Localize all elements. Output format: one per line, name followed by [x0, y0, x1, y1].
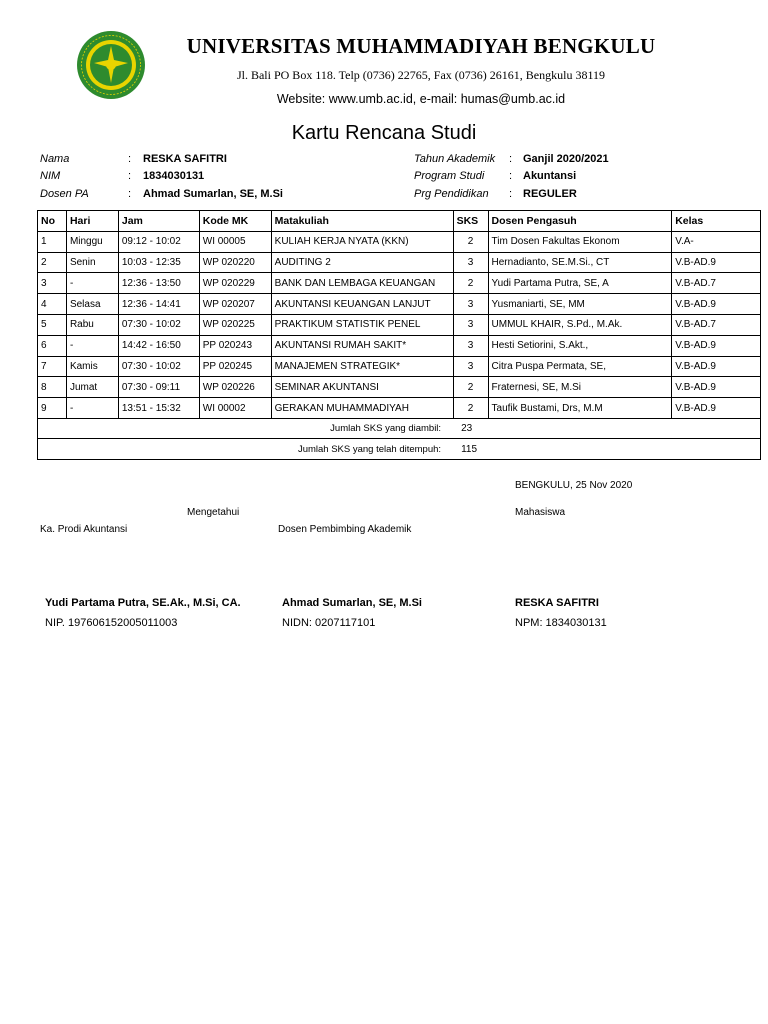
cell-jam: 12:36 - 13:50: [118, 273, 199, 294]
cell-jam: 07:30 - 10:02: [118, 356, 199, 377]
cell-sks: 3: [453, 314, 488, 335]
colon: :: [509, 153, 513, 165]
cell-kode-mk: PP 020243: [199, 335, 271, 356]
cell-no: 9: [38, 398, 67, 419]
pembimbing-signatory-name: Ahmad Sumarlan, SE, M.Si: [282, 597, 422, 609]
student-npm: NPM: 1834030131: [515, 617, 607, 629]
cell-jam: 12:36 - 14:41: [118, 294, 199, 315]
colon: :: [509, 170, 513, 182]
cell-dosen: UMMUL KHAIR, S.Pd., M.Ak.: [488, 314, 672, 335]
prodi-title: Ka. Prodi Akuntansi: [40, 524, 128, 535]
header-kode-mk: Kode MK: [199, 211, 271, 232]
cell-matakuliah: BANK DAN LEMBAGA KEUANGAN: [271, 273, 453, 294]
cell-kelas: V.A-: [672, 231, 761, 252]
cell-matakuliah: AKUNTANSI RUMAH SAKIT*: [271, 335, 453, 356]
cell-matakuliah: MANAJEMEN STRATEGIK*: [271, 356, 453, 377]
sks-total-value: 115: [453, 439, 760, 460]
cell-kelas: V.B-AD.9: [672, 398, 761, 419]
cell-kelas: V.B-AD.9: [672, 252, 761, 273]
cell-sks: 3: [453, 335, 488, 356]
colon: :: [128, 170, 132, 182]
cell-jam: 07:30 - 09:11: [118, 377, 199, 398]
table-row: [38, 252, 761, 273]
cell-no: 1: [38, 231, 67, 252]
cell-sks: 3: [453, 294, 488, 315]
table-row: [38, 335, 761, 356]
cell-kode-mk: PP 020245: [199, 356, 271, 377]
nama-value: RESKA SAFITRI: [143, 153, 227, 165]
nama-label: Nama: [40, 153, 70, 165]
cell-matakuliah: KULIAH KERJA NYATA (KKN): [271, 231, 453, 252]
cell-hari: -: [66, 398, 118, 419]
cell-hari: -: [66, 273, 118, 294]
prodi-value: Akuntansi: [523, 170, 577, 182]
cell-kode-mk: WI 00005: [199, 231, 271, 252]
cell-sks: 3: [453, 356, 488, 377]
header-dosen: Dosen Pengasuh: [488, 211, 672, 232]
prodi-signatory-name: Yudi Partama Putra, SE.Ak., M.Si, CA.: [45, 597, 241, 609]
table-row: [38, 231, 761, 252]
course-table: [37, 210, 761, 460]
cell-jam: 09:12 - 10:02: [118, 231, 199, 252]
cell-dosen: Fraternesi, SE, M.Si: [488, 377, 672, 398]
cell-no: 8: [38, 377, 67, 398]
cell-jam: 14:42 - 16:50: [118, 335, 199, 356]
sks-total-row: [38, 439, 761, 460]
cell-no: 4: [38, 294, 67, 315]
table-header-row: [38, 211, 761, 232]
cell-kode-mk: WP 020229: [199, 273, 271, 294]
cell-hari: -: [66, 335, 118, 356]
table-row: [38, 356, 761, 377]
cell-dosen: Citra Puspa Permata, SE,: [488, 356, 672, 377]
cell-kode-mk: WI 00002: [199, 398, 271, 419]
university-address: Jl. Bali PO Box 118. Telp (0736) 22765, Fax (0736) 26161, Bengkulu 38119: [236, 68, 606, 82]
cell-hari: Kamis: [66, 356, 118, 377]
pembimbing-title: Dosen Pembimbing Akademik: [278, 524, 412, 535]
cell-kelas: V.B-AD.9: [672, 377, 761, 398]
cell-dosen: Yusmaniarti, SE, MM: [488, 294, 672, 315]
cell-hari: Selasa: [66, 294, 118, 315]
cell-sks: 2: [453, 231, 488, 252]
university-name: UNIVERSITAS MUHAMMADIYAH BENGKULU: [186, 34, 656, 58]
cell-dosen: Tim Dosen Fakultas Ekonom: [488, 231, 672, 252]
document-title: Kartu Rencana Studi: [291, 122, 477, 144]
cell-kode-mk: WP 020207: [199, 294, 271, 315]
pembimbing-nidn: NIDN: 0207117101: [282, 617, 376, 629]
cell-matakuliah: PRAKTIKUM STATISTIK PENEL: [271, 314, 453, 335]
table-row: [38, 377, 761, 398]
header-jam: Jam: [118, 211, 199, 232]
cell-matakuliah: AUDITING 2: [271, 252, 453, 273]
cell-kelas: V.B-AD.9: [672, 294, 761, 315]
cell-sks: 2: [453, 398, 488, 419]
cell-no: 6: [38, 335, 67, 356]
mahasiswa-label: Mahasiswa: [515, 507, 566, 518]
cell-jam: 07:30 - 10:02: [118, 314, 199, 335]
cell-dosen: Hesti Setiorini, S.Akt.,: [488, 335, 672, 356]
cell-kode-mk: WP 020220: [199, 252, 271, 273]
cell-jam: 10:03 - 12:35: [118, 252, 199, 273]
cell-dosen: Yudi Partama Putra, SE, A: [488, 273, 672, 294]
cell-hari: Rabu: [66, 314, 118, 335]
colon: :: [128, 153, 132, 165]
prodi-label: Program Studi: [414, 170, 485, 182]
header-no: No: [38, 211, 67, 232]
cell-no: 5: [38, 314, 67, 335]
cell-no: 2: [38, 252, 67, 273]
cell-kode-mk: WP 020226: [199, 377, 271, 398]
cell-matakuliah: AKUNTANSI KEUANGAN LANJUT: [271, 294, 453, 315]
cell-kelas: V.B-AD.9: [672, 335, 761, 356]
cell-dosen: Taufik Bustami, Drs, M.M: [488, 398, 672, 419]
table-row: [38, 314, 761, 335]
header-sks: SKS: [453, 211, 488, 232]
cell-hari: Senin: [66, 252, 118, 273]
mengetahui-label: Mengetahui: [187, 507, 240, 518]
table-row: [38, 273, 761, 294]
cell-matakuliah: SEMINAR AKUNTANSI: [271, 377, 453, 398]
cell-jam: 13:51 - 15:32: [118, 398, 199, 419]
cell-no: 7: [38, 356, 67, 377]
student-signatory-name: RESKA SAFITRI: [515, 597, 599, 609]
cell-no: 3: [38, 273, 67, 294]
table-row: [38, 294, 761, 315]
prg-label: Prg Pendidikan: [414, 188, 489, 200]
tahun-value: Ganjil 2020/2021: [523, 153, 609, 165]
nim-value: 1834030131: [143, 170, 205, 182]
prodi-nip: NIP. 197606152005011003: [45, 617, 178, 629]
cell-kelas: V.B-AD.7: [672, 314, 761, 335]
header-hari: Hari: [66, 211, 118, 232]
cell-sks: 3: [453, 252, 488, 273]
nim-label: NIM: [40, 170, 61, 182]
cell-sks: 2: [453, 377, 488, 398]
header-matakuliah: Matakuliah: [271, 211, 453, 232]
cell-hari: Minggu: [66, 231, 118, 252]
cell-kelas: V.B-AD.9: [672, 356, 761, 377]
cell-kode-mk: WP 020225: [199, 314, 271, 335]
sks-taken-label: Jumlah SKS yang diambil:: [38, 418, 454, 439]
prg-value: REGULER: [523, 188, 577, 200]
cell-matakuliah: GERAKAN MUHAMMADIYAH: [271, 398, 453, 419]
sks-taken-row: [38, 418, 761, 439]
cell-kelas: V.B-AD.7: [672, 273, 761, 294]
sks-taken-value: 23: [453, 418, 760, 439]
dosen-pa-label: Dosen PA: [40, 188, 89, 200]
table-row: [38, 398, 761, 419]
cell-sks: 2: [453, 273, 488, 294]
tahun-label: Tahun Akademik: [414, 153, 496, 165]
colon: :: [509, 188, 513, 200]
sks-total-label: Jumlah SKS yang telah ditempuh:: [38, 439, 454, 460]
colon: :: [128, 188, 132, 200]
cell-dosen: Hernadianto, SE.M.Si., CT: [488, 252, 672, 273]
place-date: BENGKULU, 25 Nov 2020: [515, 480, 633, 491]
dosen-pa-value: Ahmad Sumarlan, SE, M.Si: [143, 188, 283, 200]
cell-hari: Jumat: [66, 377, 118, 398]
university-website: Website: www.umb.ac.id, e-mail: humas@umb.ac.id: [276, 92, 566, 106]
header-kelas: Kelas: [672, 211, 761, 232]
